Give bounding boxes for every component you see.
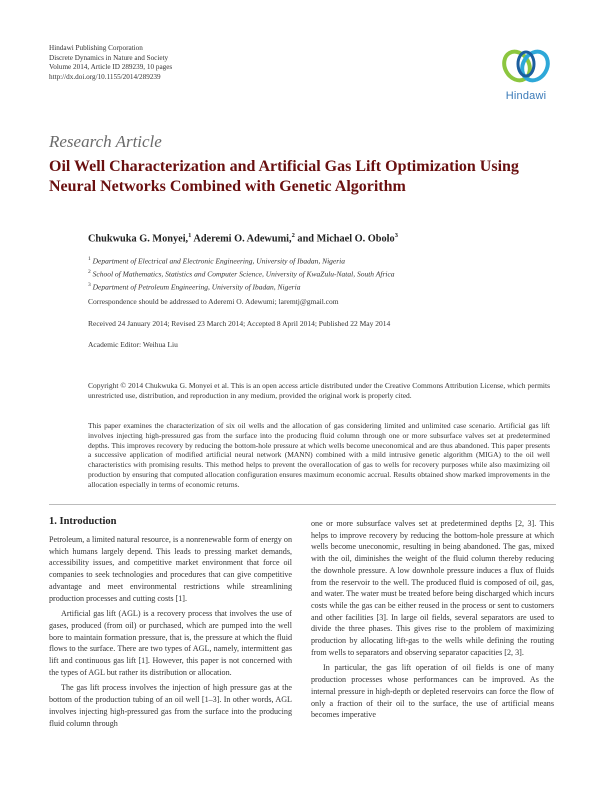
author-affil-mark: 1 — [188, 232, 192, 239]
correspondence: Correspondence should be addressed to Aderemi O. Adewumi; laremtj@gmail.com — [88, 297, 339, 306]
paragraph: Petroleum, a limited natural resource, is a nonrenewable form of energy on which humans largely depend. This leads to pressing market demands, accessibility issues, and competitive market environment that force oil companies to seek technologies and procedures that can give competitive advantage and meet environmental restrictions while streamlining production processes and cutting costs [1]. — [49, 535, 292, 603]
affiliation: $^3$ Department of Petroleum Engineering, University of Ibadan, Nigeria — [88, 282, 301, 292]
article-type: Research Article — [49, 132, 162, 151]
affiliation: $^1$ Department of Electrical and Electronic Engineering, University of Ibadan, Nigeria — [88, 256, 346, 266]
paragraph: In particular, the gas lift operation of oil fields is one of many production processes whose performances can be improved. As the internal pressure in high-depth or depleted reservoirs can force the flow of only a fraction of their oil to the surface, the use of artificial means becomes imperative — [311, 663, 554, 720]
publication-dates: Received 24 January 2014; Revised 23 March 2014; Accepted 8 April 2014; Published 22 May 2014 — [88, 319, 391, 328]
author-name: Chukwuka G. Monyei, — [88, 233, 189, 245]
author-name: and Michael O. Obolo — [294, 233, 395, 245]
paper-title: Oil Well Characterization and Artificial Gas Lift Optimization Using Neural Networks Combined with Genetic Algorithm — [49, 158, 519, 195]
paragraph: Artificial gas lift (AGL) is a recovery process that involves the use of gases, produced (from oil) or purchased, which are pumped into the well bore to maintain formation pressure, that is, the pressure at which the fluid flows to the surface. There are two types of AGL, namely, intermittent gas lift and continuous gas lift [1]. However, this paper is not concerned with the types of AGL but rather its distribution or allocation. — [49, 609, 292, 677]
author-list — [88, 232, 398, 244]
author-name: Aderemi O. Adewumi, — [191, 233, 292, 245]
journal-name-line: Discrete Dynamics in Nature and Society — [49, 53, 169, 62]
hindawi-logo — [497, 44, 555, 106]
journal-header — [49, 44, 172, 82]
volume-line: Volume 2014, Article ID 289239, 10 pages — [49, 63, 173, 72]
doi-link[interactable]: http://dx.doi.org/10.1155/2014/289239 — [49, 72, 161, 81]
section-divider — [49, 504, 556, 505]
hindawi-rings-icon — [497, 44, 555, 90]
paragraph: The gas lift process involves the injection of high pressure gas at the bottom of the production tubing of an oil well [1–3]. In other words, AGL involves injecting high-pressured gas from the surface into the producing fluid column through — [49, 683, 292, 728]
body-column-right — [311, 518, 554, 725]
affiliation: $^2$ School of Mathematics, Statistics and Computer Science, University of KwaZulu-Natal, South Africa — [88, 269, 395, 279]
body-column-left — [49, 534, 292, 733]
academic-editor: Academic Editor: Weihua Liu — [88, 340, 178, 349]
author-affil-mark: 2 — [291, 232, 295, 239]
abstract: This paper examines the characterization of six oil wells and the allocation of gas considering limited and unlimited case scenario. Artificial gas lift involves injecting high-pressured gas from the surface into the producing fluid column through one or more subsurface valves set at predetermined depths. This improves recovery by reducing the bottom-hole pressure at which wells become uneconomical and are thus abandoned. This paper presents a successive application of modified artificial neural network (MANN) combined with a mild intrusive genetic algorithm (MIGA) to the oil well characteristics with promising results. This method helps to prevent the overallocation of gas to wells for recovery purposes while also maximizing oil production by ensuring that computed allocation configuration ensures maximum economic accrual. Results obtained show marked improvements in the allocation especially in terms of economic returns. — [88, 421, 550, 489]
section-heading: 1. Introduction — [49, 516, 117, 527]
publisher-line: Hindawi Publishing Corporation — [49, 44, 143, 52]
paragraph: one or more subsurface valves set at predetermined depths [2, 3]. This helps to improve recovery by reducing the bottom-hole pressure at which wells become uneconomic, resulting in being abandoned. The gas, mixed with the oil, diminishes the weight of the fluid column thereby reducing the downhole pressure. A low downhole pressure induces a flux of fluids from the reservoir to the well. The produced fluid is composed of oil, gas, and water. The water must be treated before being discharged which incurs costs while the gas can be either reused in the process or sent to customers and other facilities [3]. In large oil fields, several separators are used to divide the three phases. This gives rise to the problem of maximizing production by allocating lift-gas to the wells while defining the routing from wells to separators and observing separator capacities [2, 3]. — [311, 519, 554, 657]
copyright-notice: Copyright © 2014 Chukwuka G. Monyei et al. This is an open access article distributed under the Creative Commons Attribution License, which permits unrestricted use, distribution, and reproduction in any medium, provided the original work is properly cited. — [88, 381, 550, 400]
author-affil-mark: 3 — [394, 232, 398, 239]
affiliation-list — [88, 254, 395, 293]
hindawi-logo-text: Hindawi — [505, 90, 547, 102]
